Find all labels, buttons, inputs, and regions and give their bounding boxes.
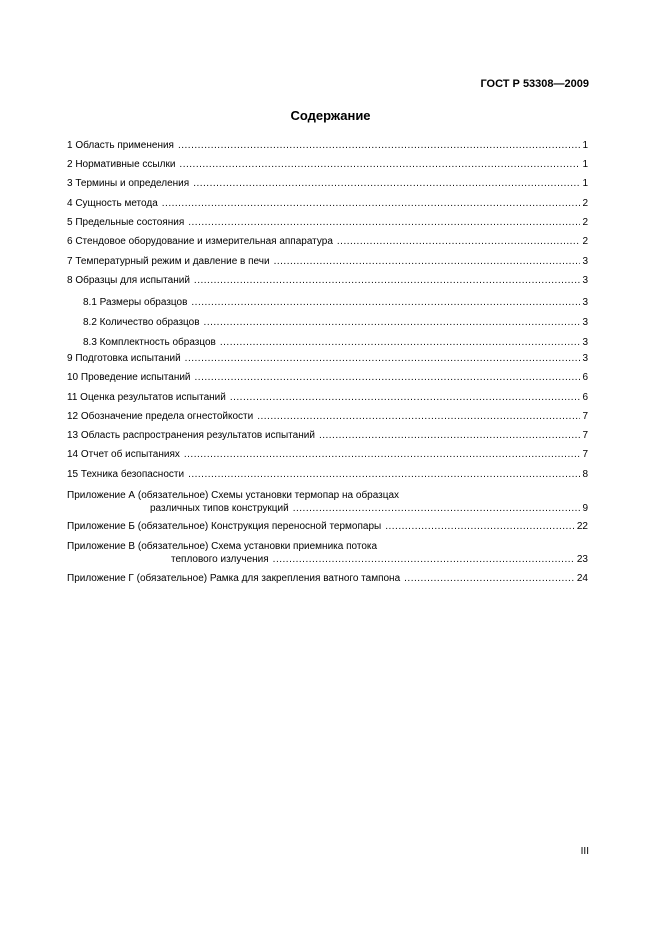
toc-entry-label: 9 Подготовка испытаний [67,353,181,364]
leader-dots [184,448,581,461]
toc-entry-page: 3 [582,317,588,328]
toc-entry-page: 22 [576,521,588,532]
toc-entry[interactable] [67,139,588,152]
leader-dots [273,553,575,566]
toc-entry-label: 14 Отчет об испытаниях [67,449,180,460]
toc-entry-page: 8 [582,469,588,480]
leader-dots [195,371,581,384]
leader-dots [337,235,581,248]
toc-entry-page: 1 [582,178,588,189]
leader-dots [191,296,580,309]
toc-entry[interactable] [67,274,588,287]
toc-entry-page: 1 [582,159,588,170]
toc-entry-page: 2 [582,217,588,228]
leader-dots [193,177,580,190]
toc-entry-label: 11 Оценка результатов испытаний [67,392,226,403]
leader-dots [179,158,580,171]
toc-entry-page: 23 [576,554,588,565]
toc-appendix-entry[interactable] [67,520,588,533]
toc-entry-label: 15 Техника безопасности [67,469,185,480]
toc-entry-page: 6 [582,372,588,383]
leader-dots [188,216,580,229]
leader-dots [257,410,580,423]
toc-entry-page: 7 [582,449,588,460]
toc-entry[interactable] [67,216,588,229]
leader-dots [188,468,580,481]
toc-entry[interactable] [67,448,588,461]
leader-dots [178,139,580,152]
toc-entry-page: 24 [576,573,588,584]
toc-entry[interactable] [67,255,588,268]
toc-entry-label: 7 Температурный режим и давление в печи [67,256,270,267]
toc-entry[interactable] [67,197,588,210]
toc-entry-label: 13 Область распространения результатов испытаний [67,430,315,441]
leader-dots [385,520,575,533]
toc-entry-label-line1: Приложение В (обязательное) Схема установки приемника потока [67,541,378,552]
toc-appendix-entry[interactable] [67,540,588,566]
toc-entry-page: 3 [582,256,588,267]
page-title: Содержание [290,108,371,123]
toc-entry-label: 3 Термины и определения [67,178,190,189]
toc-entry-label-line1: Приложение А (обязательное) Схемы установки термопар на образцах [67,490,400,501]
toc-entry-page: 3 [582,337,588,348]
toc-entry-page: 2 [582,236,588,247]
toc-entry-page: 3 [582,275,588,286]
toc-subentry[interactable] [83,316,588,329]
leader-dots [185,352,581,365]
toc-entry-label: 2 Нормативные ссылки [67,159,176,170]
leader-dots [230,391,581,404]
toc-entry-label-line2: различных типов конструкций [150,503,289,514]
toc-entry[interactable] [67,352,588,365]
toc-entry-label: Приложение Г (обязательное) Рамка для закрепления ватного тампона [67,573,401,584]
leader-dots [274,255,581,268]
toc-entry[interactable] [67,235,588,248]
toc-entry[interactable] [67,177,588,190]
toc-entry-label: Приложение Б (обязательное) Конструкция переносной термопары [67,521,382,532]
leader-dots [404,572,575,585]
toc-entry-label-line2: теплового излучения [171,554,269,565]
toc-entry-page: 6 [582,392,588,403]
leader-dots [204,316,581,329]
toc-entry[interactable] [67,410,588,423]
toc-appendix-entry[interactable] [67,489,588,515]
toc-entry-label: 10 Проведение испытаний [67,372,191,383]
toc-entry-label: 5 Предельные состояния [67,217,185,228]
toc-entry-page: 3 [582,297,588,308]
toc-entry-page: 9 [582,503,588,514]
toc-entry[interactable] [67,429,588,442]
leader-dots [293,502,581,515]
toc-entry-page: 7 [582,411,588,422]
toc-entry-page: 1 [582,140,588,151]
page-number: III [580,846,589,857]
toc-appendix-entry[interactable] [67,572,588,585]
leader-dots [162,197,581,210]
toc-entry-page: 7 [582,430,588,441]
toc-entry-label: 8 Образцы для испытаний [67,275,190,286]
toc-entry-label: 8.2 Количество образцов [83,317,200,328]
toc-entry[interactable] [67,158,588,171]
leader-dots [220,336,581,349]
toc-entry-label: 4 Сущность метода [67,198,158,209]
toc-subentry[interactable] [83,296,588,309]
toc-entry-label: 6 Стендовое оборудование и измерительная аппаратура [67,236,333,247]
toc-entry-label: 8.3 Комплектность образцов [83,337,216,348]
toc-entry[interactable] [67,371,588,384]
toc-subentry[interactable] [83,336,588,349]
toc-entry-label: 8.1 Размеры образцов [83,297,188,308]
toc-entry-page: 2 [582,198,588,209]
toc-entry-page: 3 [582,353,588,364]
toc-entry-label: 12 Обозначение предела огнестойкости [67,411,254,422]
toc-entry[interactable] [67,468,588,481]
leader-dots [319,429,581,442]
toc-entry[interactable] [67,391,588,404]
toc-entry-label: 1 Область применения [67,140,174,151]
document-code: ГОСТ Р 53308—2009 [480,78,589,90]
leader-dots [194,274,581,287]
